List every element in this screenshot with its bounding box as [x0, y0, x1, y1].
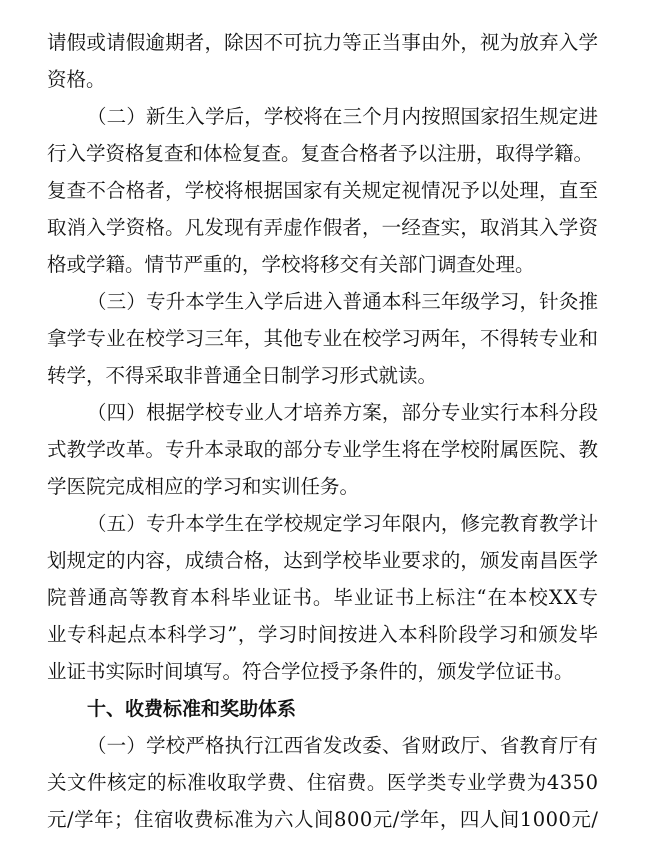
text-line-content: 资格。	[47, 68, 106, 91]
text-line-content: 业专科起点本科学习”，学习时间按进入本科阶段学习和颁发毕	[47, 623, 599, 646]
text-line-content: 转学，不得采取非普通全日制学习形式就读。	[47, 364, 438, 387]
text-line-content: 业证书实际时间填写。符合学位授予条件的，颁发学位证书。	[47, 660, 574, 683]
text-line-content: 划规定的内容，成绩合格，达到学校毕业要求的，颁发南昌医学	[47, 549, 599, 572]
text-line-content: 拿学专业在校学习三年，其他专业在校学习两年，不得转专业和	[47, 327, 599, 350]
text-line-content: （三）专升本学生入学后进入普通本科三年级学习，针灸推	[87, 290, 599, 313]
text-line	[0, 432, 645, 468]
text-line	[0, 765, 645, 801]
text-line-content: 元/学年；住宿收费标准为六人间800元/学年，四人间1000元/	[47, 808, 599, 831]
paragraph-first-line	[0, 506, 645, 542]
section-heading	[0, 691, 645, 727]
text-line	[0, 210, 645, 246]
text-line	[0, 617, 645, 653]
text-line	[0, 25, 645, 61]
text-line-content: （一）学校严格执行江西省发改委、省财政厅、省教育厅有	[87, 734, 599, 757]
text-line	[0, 358, 645, 394]
section-heading-text: 十、收费标准和奖助体系	[87, 698, 297, 720]
text-line	[0, 469, 645, 505]
text-line-content: 院普通高等教育本科毕业证书。毕业证书上标注“在本校XX专	[47, 586, 599, 609]
text-line-content: 复查不合格者，学校将根据国家有关规定视情况予以处理，直至	[47, 179, 599, 202]
text-line	[0, 654, 645, 690]
text-line-content: （五）专升本学生在学校规定学习年限内，修完教育教学计	[87, 512, 599, 535]
paragraph-first-line	[0, 284, 645, 320]
text-line-content: 请假或请假逾期者，除因不可抗力等正当事由外，视为放弃入学	[47, 31, 599, 54]
text-line	[0, 173, 645, 209]
paragraph-first-line	[0, 728, 645, 764]
text-line-content: 学医院完成相应的学习和实训任务。	[47, 475, 360, 498]
text-line	[0, 321, 645, 357]
text-line	[0, 802, 645, 838]
text-line-content: 取消入学资格。凡发现有弄虚作假者，一经查实，取消其入学资	[47, 216, 599, 239]
text-line-content: 行入学资格复查和体检复查。复查合格者予以注册，取得学籍。	[47, 142, 594, 165]
text-line-content: 格或学籍。情节严重的，学校将移交有关部门调查处理。	[47, 253, 535, 276]
text-line-content: （二）新生入学后，学校将在三个月内按照国家招生规定进	[87, 105, 599, 128]
text-line-content: 关文件核定的标准收取学费、住宿费。医学类专业学费为4350	[47, 771, 599, 794]
text-line-content: 式教学改革。专升本录取的部分专业学生将在学校附属医院、教	[47, 438, 599, 461]
text-line-content: （四）根据学校专业人才培养方案，部分专业实行本科分段	[87, 401, 599, 424]
text-line	[0, 247, 645, 283]
text-line	[0, 62, 645, 98]
text-line	[0, 136, 645, 172]
text-line	[0, 580, 645, 616]
paragraph-first-line	[0, 395, 645, 431]
text-line	[0, 543, 645, 579]
paragraph-first-line	[0, 99, 645, 135]
